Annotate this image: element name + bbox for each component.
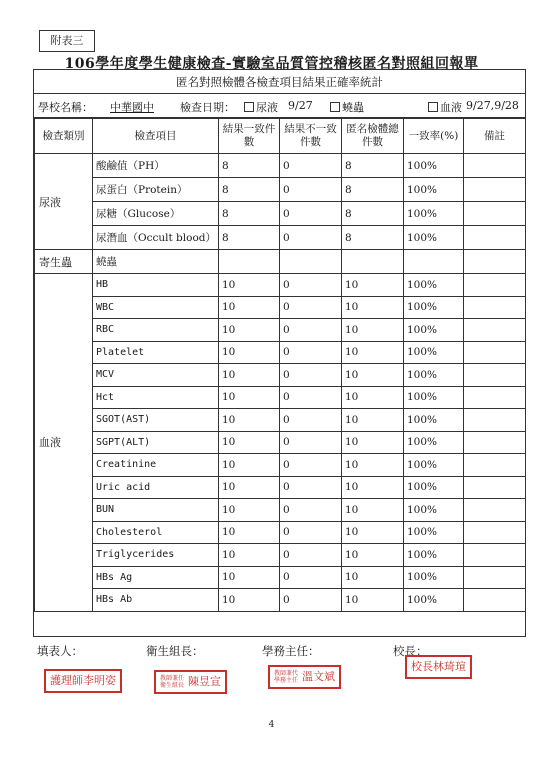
blood-option[interactable]: 血液 [428, 99, 462, 115]
remarks-cell [464, 409, 526, 432]
inconsistent-cell: 0 [280, 154, 342, 178]
rate-cell: 100% [404, 319, 464, 342]
inconsistent-cell: 0 [280, 454, 342, 477]
item-cell: Cholesterol [93, 521, 219, 544]
rate-cell: 100% [404, 544, 464, 567]
nurse-stamp: 護理師李明姿 [44, 669, 122, 693]
table-row [35, 364, 526, 387]
consistent-cell: 10 [219, 341, 280, 364]
page-title: 106學年度學生健康檢查-實驗室品質管控稽核匿名對照組回報單 [64, 56, 479, 72]
table-row [35, 296, 526, 319]
rate-cell: 100% [404, 409, 464, 432]
total-cell: 10 [342, 296, 404, 319]
remarks-cell [464, 566, 526, 589]
table-row [35, 409, 526, 432]
table-row [35, 341, 526, 364]
rate-cell: 100% [404, 202, 464, 226]
info-row [34, 94, 525, 118]
inconsistent-cell: 0 [280, 202, 342, 226]
table-row [35, 476, 526, 499]
total-cell: 10 [342, 521, 404, 544]
consistent-cell: 10 [219, 566, 280, 589]
inconsistent-cell [280, 250, 342, 274]
urine-option[interactable]: 尿液 [244, 99, 278, 115]
consistent-cell: 10 [219, 409, 280, 432]
total-cell: 10 [342, 476, 404, 499]
table-row [35, 154, 526, 178]
total-cell: 10 [342, 409, 404, 432]
consistent-cell: 10 [219, 476, 280, 499]
inconsistent-cell: 0 [280, 274, 342, 297]
remarks-cell [464, 431, 526, 454]
category-cell: 血液 [35, 274, 93, 612]
total-cell: 8 [342, 202, 404, 226]
table-row [35, 589, 526, 612]
consistent-cell: 10 [219, 296, 280, 319]
remarks-cell [464, 499, 526, 522]
consistent-cell: 10 [219, 319, 280, 342]
item-cell: RBC [93, 319, 219, 342]
rate-cell: 100% [404, 589, 464, 612]
remarks-cell [464, 589, 526, 612]
remarks-cell [464, 364, 526, 387]
consistent-cell: 10 [219, 454, 280, 477]
inconsistent-cell: 0 [280, 409, 342, 432]
item-cell: HBs Ab [93, 589, 219, 612]
table-row [35, 274, 526, 297]
rate-cell: 100% [404, 521, 464, 544]
rate-cell: 100% [404, 226, 464, 250]
remarks-cell [464, 250, 526, 274]
consistent-cell: 10 [219, 521, 280, 544]
item-cell: MCV [93, 364, 219, 387]
remarks-cell [464, 454, 526, 477]
table-row [35, 202, 526, 226]
inconsistent-cell: 0 [280, 178, 342, 202]
col-remarks: 備註 [464, 119, 526, 154]
urine-checkbox[interactable] [244, 102, 254, 112]
health-stamp-name: 陳昱宣 [188, 675, 221, 688]
total-cell: 10 [342, 589, 404, 612]
total-cell: 10 [342, 341, 404, 364]
principal-label: 校長： [393, 644, 428, 658]
consistent-cell: 8 [219, 202, 280, 226]
date-label: 檢查日期： [180, 101, 235, 114]
inconsistent-cell: 0 [280, 341, 342, 364]
col-item: 檢查項目 [93, 119, 219, 154]
rate-cell: 100% [404, 274, 464, 297]
table-row [35, 386, 526, 409]
remarks-cell [464, 154, 526, 178]
urine-date: 9/27 [288, 99, 313, 112]
remarks-cell [464, 274, 526, 297]
table-row [35, 250, 526, 274]
inconsistent-cell: 0 [280, 226, 342, 250]
academic-director-label: 學務主任： [262, 644, 320, 658]
pinworm-checkbox[interactable] [330, 102, 340, 112]
table-row [35, 226, 526, 250]
col-consistent: 結果一致件數 [219, 119, 280, 154]
report-sheet [33, 69, 526, 637]
table-row [35, 566, 526, 589]
category-cell: 寄生蟲 [35, 250, 93, 274]
inconsistent-cell: 0 [280, 476, 342, 499]
col-total: 匿名檢體總件數 [342, 119, 404, 154]
total-cell [342, 250, 404, 274]
health-stamp-prefix: 教師兼任衛生組長 [160, 675, 185, 689]
item-cell: Platelet [93, 341, 219, 364]
results-table [34, 118, 526, 612]
page-number: 4 [268, 720, 275, 730]
table-row [35, 499, 526, 522]
item-cell: SGOT(AST) [93, 409, 219, 432]
consistent-cell: 10 [219, 589, 280, 612]
rate-cell: 100% [404, 566, 464, 589]
rate-cell: 100% [404, 154, 464, 178]
remarks-cell [464, 476, 526, 499]
remarks-cell [464, 226, 526, 250]
rate-cell [404, 250, 464, 274]
total-cell: 10 [342, 566, 404, 589]
table-row [35, 431, 526, 454]
school-label: 學校名稱： [38, 101, 93, 114]
remarks-cell [464, 544, 526, 567]
item-cell: BUN [93, 499, 219, 522]
rate-cell: 100% [404, 178, 464, 202]
remarks-cell [464, 202, 526, 226]
annex-label: 附表三 [39, 30, 95, 52]
inconsistent-cell: 0 [280, 364, 342, 387]
health-leader-label: 衛生組長： [146, 644, 204, 658]
blood-checkbox[interactable] [428, 102, 438, 112]
item-cell: SGPT(ALT) [93, 431, 219, 454]
item-cell: Hct [93, 386, 219, 409]
director-stamp [268, 665, 341, 689]
consistent-cell: 8 [219, 154, 280, 178]
remarks-cell [464, 319, 526, 342]
consistent-cell: 10 [219, 386, 280, 409]
item-cell: 蟯蟲 [93, 250, 219, 274]
inconsistent-cell: 0 [280, 521, 342, 544]
remarks-cell [464, 178, 526, 202]
consistent-cell: 10 [219, 274, 280, 297]
total-cell: 10 [342, 499, 404, 522]
item-cell: 尿糖（Glucose） [93, 202, 219, 226]
report-subtitle: 匿名對照檢體各檢查項目結果正確率統計 [34, 70, 525, 94]
col-rate: 一致率(%) [404, 119, 464, 154]
consistent-cell: 10 [219, 544, 280, 567]
rate-cell: 100% [404, 296, 464, 319]
remarks-cell [464, 386, 526, 409]
item-cell: HBs Ag [93, 566, 219, 589]
remarks-cell [464, 341, 526, 364]
inconsistent-cell: 0 [280, 296, 342, 319]
total-cell: 10 [342, 431, 404, 454]
total-cell: 10 [342, 274, 404, 297]
pinworm-option[interactable]: 蟯蟲 [330, 99, 364, 115]
item-cell: HB [93, 274, 219, 297]
table-row [35, 319, 526, 342]
consistent-cell: 10 [219, 431, 280, 454]
inconsistent-cell: 0 [280, 319, 342, 342]
consistent-cell: 8 [219, 226, 280, 250]
item-cell: 酸鹼值（PH） [93, 154, 219, 178]
consistent-cell: 8 [219, 178, 280, 202]
total-cell: 10 [342, 386, 404, 409]
rate-cell: 100% [404, 499, 464, 522]
inconsistent-cell: 0 [280, 386, 342, 409]
table-row [35, 454, 526, 477]
director-stamp-prefix: 教師兼代學務主任 [274, 670, 299, 684]
inconsistent-cell: 0 [280, 499, 342, 522]
rate-cell: 100% [404, 364, 464, 387]
consistent-cell: 10 [219, 364, 280, 387]
table-header [35, 119, 526, 154]
principal-stamp: 校長林琦瑄 [405, 655, 472, 679]
filler-label: 填表人： [37, 644, 83, 658]
total-cell: 8 [342, 178, 404, 202]
remarks-cell [464, 296, 526, 319]
inconsistent-cell: 0 [280, 566, 342, 589]
total-cell: 8 [342, 226, 404, 250]
rate-cell: 100% [404, 476, 464, 499]
health-leader-stamp [154, 670, 227, 694]
col-category: 檢查類別 [35, 119, 93, 154]
total-cell: 10 [342, 454, 404, 477]
table-row [35, 521, 526, 544]
total-cell: 10 [342, 364, 404, 387]
category-cell: 尿液 [35, 154, 93, 250]
item-cell: WBC [93, 296, 219, 319]
rate-cell: 100% [404, 431, 464, 454]
table-row [35, 178, 526, 202]
inconsistent-cell: 0 [280, 589, 342, 612]
school-name: 中華國中 [110, 101, 154, 114]
total-cell: 8 [342, 154, 404, 178]
item-cell: 尿潛血（Occult blood） [93, 226, 219, 250]
blood-date: 9/27,9/28 [466, 99, 519, 112]
rate-cell: 100% [404, 386, 464, 409]
item-cell: Uric acid [93, 476, 219, 499]
item-cell: Triglycerides [93, 544, 219, 567]
table-row [35, 544, 526, 567]
inconsistent-cell: 0 [280, 544, 342, 567]
item-cell: Creatinine [93, 454, 219, 477]
rate-cell: 100% [404, 454, 464, 477]
total-cell: 10 [342, 544, 404, 567]
remarks-cell [464, 521, 526, 544]
total-cell: 10 [342, 319, 404, 342]
col-inconsistent: 結果不一致件數 [280, 119, 342, 154]
consistent-cell: 10 [219, 499, 280, 522]
inconsistent-cell: 0 [280, 431, 342, 454]
item-cell: 尿蛋白（Protein） [93, 178, 219, 202]
rate-cell: 100% [404, 341, 464, 364]
director-stamp-name: 溫文斌 [302, 670, 335, 683]
consistent-cell [219, 250, 280, 274]
